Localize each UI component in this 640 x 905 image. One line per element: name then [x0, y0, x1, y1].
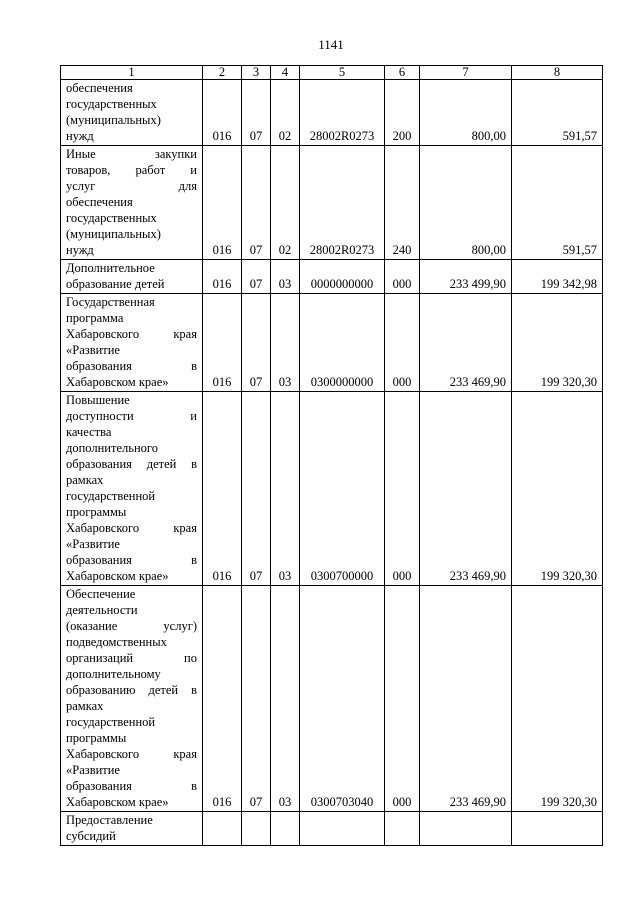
row-label-line: (муниципальных) [66, 227, 161, 241]
value-cell-col-5: 0000000000 [300, 260, 385, 294]
value-cell-col-3: 07 [242, 294, 271, 392]
row-label-line: «Развитие [66, 343, 120, 357]
row-label-line: образования в [66, 359, 197, 373]
row-label-line: образование детей [66, 277, 165, 291]
row-label-line: нужд [66, 129, 94, 143]
row-label-line: образования детей в [66, 457, 197, 471]
value-cell-col-7: 233 469,90 [420, 392, 512, 586]
value-cell-col-8: 199 342,98 [512, 260, 603, 294]
header-cell-7: 7 [420, 66, 512, 80]
row-label-line: образованию детей в [66, 683, 197, 697]
row-label-line: «Развитие [66, 537, 120, 551]
row-label-line: товаров, работ и [66, 163, 197, 177]
row-label-line: Иные закупки [66, 147, 197, 161]
value-cell-col-6: 200 [385, 80, 420, 146]
row-label-line: Обеспечение [66, 587, 136, 601]
row-label-line: Хабаровского края [66, 747, 197, 761]
row-label-line: программы [66, 505, 127, 519]
value-cell-col-7: 233 469,90 [420, 294, 512, 392]
row-label-line: «Развитие [66, 763, 120, 777]
value-cell-col-4: 03 [271, 586, 300, 812]
table-row [61, 260, 603, 294]
table-row [61, 812, 603, 846]
row-label-line: Хабаровском крае» [66, 569, 169, 583]
value-cell-col-8 [512, 812, 603, 846]
value-cell-col-5 [300, 812, 385, 846]
row-label-line: услуг для [66, 179, 197, 193]
value-cell-col-6: 000 [385, 260, 420, 294]
table-row [61, 392, 603, 586]
value-cell-col-3: 07 [242, 80, 271, 146]
table-body [61, 80, 603, 846]
value-cell-col-5: 0300703040 [300, 586, 385, 812]
value-cell-col-3: 07 [242, 146, 271, 260]
budget-table [60, 65, 603, 846]
header-cell-8: 8 [512, 66, 603, 80]
table-header [61, 66, 603, 80]
row-label-cell [61, 260, 203, 294]
row-label-line: доступности и [66, 409, 197, 423]
value-cell-col-2: 016 [203, 80, 242, 146]
value-cell-col-5: 0300700000 [300, 392, 385, 586]
value-cell-col-6: 000 [385, 392, 420, 586]
row-label-line: субсидий [66, 829, 116, 843]
row-label-cell [61, 80, 203, 146]
row-label-line: рамках [66, 473, 104, 487]
value-cell-col-8: 199 320,30 [512, 392, 603, 586]
value-cell-col-6 [385, 812, 420, 846]
value-cell-col-8: 591,57 [512, 146, 603, 260]
header-cell-2: 2 [203, 66, 242, 80]
row-label-line: государственной [66, 489, 156, 503]
value-cell-col-7: 233 469,90 [420, 586, 512, 812]
table-row [61, 586, 603, 812]
row-label-line: Государственная [66, 295, 155, 309]
value-cell-col-3: 07 [242, 392, 271, 586]
row-label-line: (оказание услуг) [66, 619, 197, 633]
row-label-line: рамках [66, 699, 104, 713]
value-cell-col-2: 016 [203, 586, 242, 812]
value-cell-col-4: 03 [271, 260, 300, 294]
row-label-line: дополнительного [66, 441, 158, 455]
row-label-cell [61, 586, 203, 812]
row-label-line: Дополнительное [66, 261, 155, 275]
value-cell-col-6: 240 [385, 146, 420, 260]
row-label-cell [61, 146, 203, 260]
row-label-cell [61, 294, 203, 392]
row-label-line: нужд [66, 243, 94, 257]
row-label-line: организаций по [66, 651, 197, 665]
header-cell-1: 1 [61, 66, 203, 80]
value-cell-col-2: 016 [203, 146, 242, 260]
value-cell-col-7 [420, 812, 512, 846]
header-cell-5: 5 [300, 66, 385, 80]
value-cell-col-4: 02 [271, 146, 300, 260]
row-label-line: государственной [66, 715, 156, 729]
value-cell-col-2: 016 [203, 392, 242, 586]
header-cell-4: 4 [271, 66, 300, 80]
value-cell-col-3 [242, 812, 271, 846]
table-row [61, 146, 603, 260]
header-cell-3: 3 [242, 66, 271, 80]
row-label-line: программы [66, 731, 127, 745]
value-cell-col-2: 016 [203, 260, 242, 294]
value-cell-col-2 [203, 812, 242, 846]
row-label-line: программа [66, 311, 124, 325]
value-cell-col-7: 800,00 [420, 80, 512, 146]
value-cell-col-8: 591,57 [512, 80, 603, 146]
row-label-line: дополнительному [66, 667, 161, 681]
row-label-line: (муниципальных) [66, 113, 161, 127]
value-cell-col-4: 03 [271, 294, 300, 392]
row-label-cell [61, 812, 203, 846]
value-cell-col-6: 000 [385, 294, 420, 392]
value-cell-col-5: 28002R0273 [300, 80, 385, 146]
value-cell-col-8: 199 320,30 [512, 294, 603, 392]
table-header-row [61, 66, 603, 80]
page-number: 1141 [318, 37, 344, 52]
row-label-line: подведомственных [66, 635, 167, 649]
value-cell-col-8: 199 320,30 [512, 586, 603, 812]
value-cell-col-4 [271, 812, 300, 846]
row-label-line: Повышение [66, 393, 130, 407]
value-cell-col-3: 07 [242, 260, 271, 294]
value-cell-col-3: 07 [242, 586, 271, 812]
value-cell-col-2: 016 [203, 294, 242, 392]
row-label-line: Хабаровском крае» [66, 375, 169, 389]
row-label-line: Хабаровском крае» [66, 795, 169, 809]
row-label-line: обеспечения [66, 81, 133, 95]
row-label-line: государственных [66, 97, 157, 111]
value-cell-col-5: 0300000000 [300, 294, 385, 392]
row-label-line: образования в [66, 779, 197, 793]
row-label-line: Хабаровского края [66, 521, 197, 535]
value-cell-col-4: 03 [271, 392, 300, 586]
row-label-line: качества [66, 425, 112, 439]
row-label-line: государственных [66, 211, 157, 225]
row-label-cell [61, 392, 203, 586]
value-cell-col-7: 233 499,90 [420, 260, 512, 294]
table-row [61, 80, 603, 146]
header-cell-6: 6 [385, 66, 420, 80]
value-cell-col-5: 28002R0273 [300, 146, 385, 260]
table-row [61, 294, 603, 392]
row-label-line: образования в [66, 553, 197, 567]
row-label-line: Хабаровского края [66, 327, 197, 341]
row-label-line: деятельности [66, 603, 138, 617]
value-cell-col-7: 800,00 [420, 146, 512, 260]
row-label-line: Предоставление [66, 813, 153, 827]
row-label-line: обеспечения [66, 195, 133, 209]
value-cell-col-4: 02 [271, 80, 300, 146]
value-cell-col-6: 000 [385, 586, 420, 812]
